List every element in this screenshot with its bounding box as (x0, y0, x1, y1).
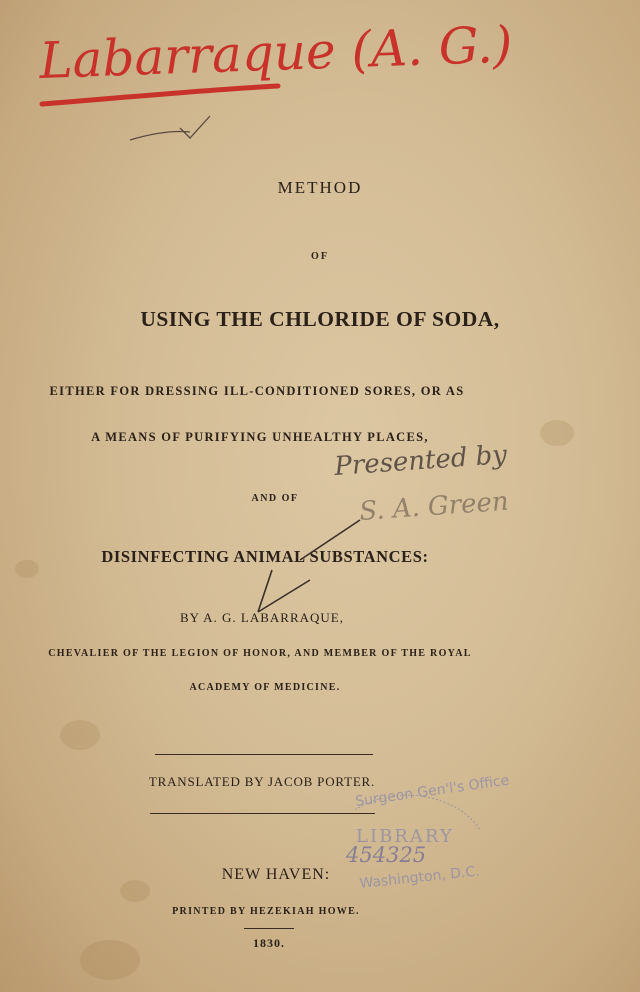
stamp-number: 454325 (346, 843, 427, 867)
divider-rule (150, 813, 375, 814)
handwritten-presented: Presented by (333, 439, 508, 482)
handwritten-donor: S. A. Green (358, 486, 510, 527)
stamp-library: LIBRARY (356, 826, 454, 847)
subtitle-line-1: EITHER FOR DRESSING ILL-CONDITIONED SORES, OR AS (49, 384, 465, 398)
stamp-office: Surgeon Gen'l's Office (354, 772, 511, 810)
stamp-city: Washington, D.C. (358, 863, 481, 892)
heading-of: OF (311, 251, 329, 262)
pencil-mark (130, 116, 210, 140)
author-title: CHEVALIER OF THE LEGION OF HONOR, AND MEMBER OF THE ROYAL (48, 648, 472, 659)
place-of-publication: NEW HAVEN: (221, 866, 331, 883)
and-of: AND OF (251, 493, 299, 504)
main-title: USING THE CHLORIDE OF SODA, (140, 307, 500, 331)
author-academy: ACADEMY OF MEDICINE. (189, 682, 341, 693)
heading-method: METHOD (277, 178, 363, 197)
divider-rule (244, 928, 294, 929)
divider-rule (155, 754, 373, 755)
handwritten-top: Labarraque (A. G.) (38, 15, 514, 90)
translator-line: TRANSLATED BY JACOB PORTER. (148, 774, 376, 789)
publication-year: 1830. (253, 936, 285, 950)
printer-line: PRINTED BY HEZEKIAH HOWE. (172, 906, 360, 917)
subtitle-line-3: DISINFECTING ANIMAL SUBSTANCES: (101, 547, 429, 566)
subtitle-line-2: A MEANS OF PURIFYING UNHEALTHY PLACES, (91, 430, 429, 444)
author-line: BY A. G. LABARRAQUE, (180, 610, 344, 625)
red-underline (42, 86, 278, 104)
foxing-spot (60, 720, 100, 750)
